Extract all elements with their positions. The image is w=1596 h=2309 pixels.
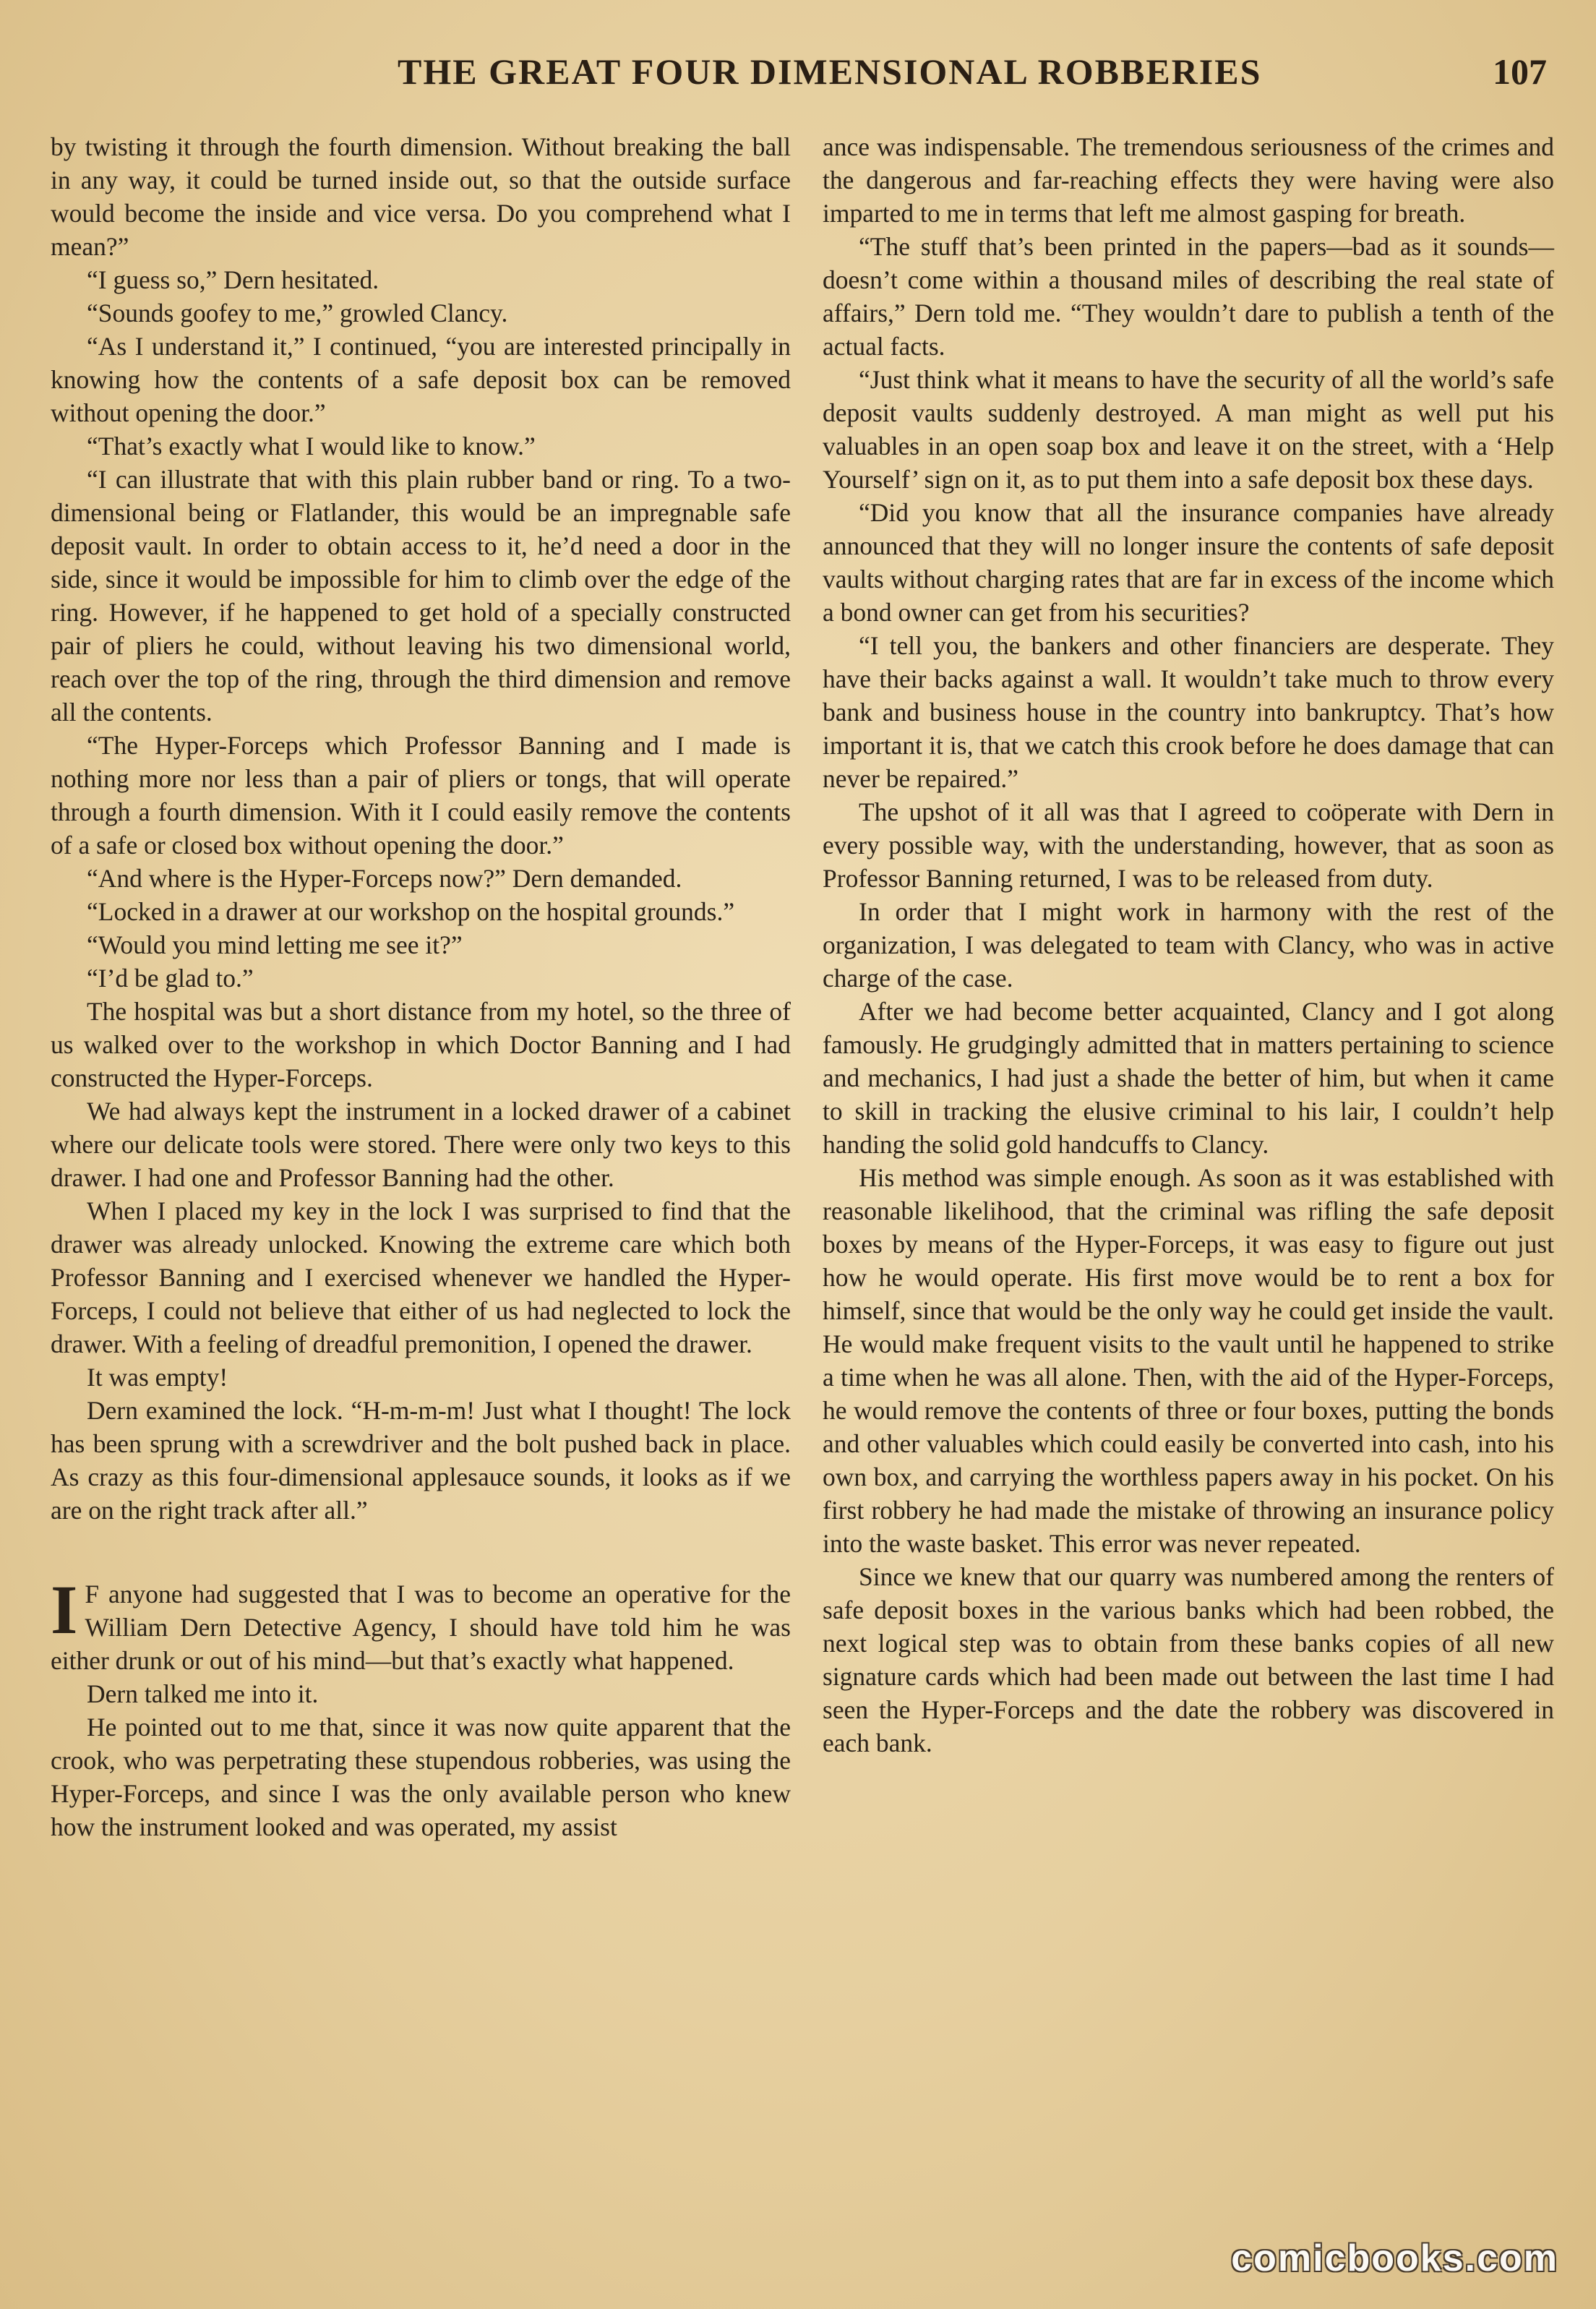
watermark-logo: comicbooks.com [1231, 2237, 1558, 2279]
paragraph: Since we knew that our quarry was numbered among the renters of safe deposit boxes in the various banks which had been robbed, the next logical step was to obtain from these banks copies of all new signature cards which had been made out between the last time I had seen the Hyper-Forceps and the date the robbery was discovered in each bank. [823, 1562, 1554, 1757]
paragraph: “I’d be glad to.” [87, 964, 254, 993]
paragraph: “I tell you, the bankers and other financiers are desperate. They have their backs against a wall. It wouldn’t take much to throw every bank and business house in the country into bankruptcy. That’s how important it is, that we catch this crook before he does damage that can never be repaired.” [823, 631, 1554, 793]
running-header [0, 51, 1596, 108]
page-number: 107 [1493, 51, 1547, 92]
paragraph: “Would you mind letting me see it?” [87, 930, 463, 959]
paragraph: “The stuff that’s been printed in the papers—bad as it sounds—doesn’t come within a thousand miles of describing the real state of affairs,” Dern told me. “They wouldn’t dare to publish a tenth of the actual facts. [823, 232, 1554, 361]
paragraph: The hospital was but a short distance from my hotel, so the three of us walked over to the workshop in which Doctor Banning and I had constructed the Hyper-Forceps. [51, 997, 791, 1092]
paragraph: by twisting it through the fourth dimension. Without breaking the ball in any way, it could be turned inside out, so that the outside surface would become the inside and vice versa. Do you comprehend what I mean?” [51, 132, 791, 261]
paragraph: “I can illustrate that with this plain rubber band or ring. To a two-dimensional being or Flatlander, this would be an impregnable safe deposit vault. In order to obtain access to it, he’d need a door in the side, since it would be impossible for him to climb over the edge of the ring. However, if he happened to get hold of a specially constructed pair of pliers he could, without leaving his two dimensional world, reach over the top of the ring, through the third dimension and remove all the contents. [51, 465, 791, 727]
paragraph: “And where is the Hyper-Forceps now?” Dern demanded. [87, 864, 682, 893]
paragraph: It was empty! [87, 1363, 228, 1392]
paragraph: “That’s exactly what I would like to know.” [87, 432, 536, 460]
paragraph: In order that I might work in harmony with the rest of the organization, I was delegated to team with Clancy, who was in active charge of the case. [823, 897, 1554, 993]
left-column [51, 130, 791, 1843]
paragraph: “I guess so,” Dern hesitated. [87, 265, 379, 294]
right-column [823, 130, 1554, 1760]
paragraph: “Did you know that all the insurance companies have already announced that they will no longer insure the contents of safe deposit vaults without charging rates that are far in excess of the income which a bond owner can get from his securities? [823, 498, 1554, 627]
paragraph: We had always kept the instrument in a locked drawer of a cabinet where our delicate tools were stored. There were only two keys to this drawer. I had one and Professor Banning had the other. [51, 1097, 791, 1192]
paragraph: His method was simple enough. As soon as it was established with reasonable likelihood, that the criminal was rifling the safe deposit boxes by means of the Hyper-Forceps, it was easy to figure out just how he would operate. His first move would be to rent a box for himself, since that would be the only way he could get inside the vault. He would make frequent visits to the vault until he happened to strike a time when he was all alone. Then, with the aid of the Hyper-Forceps, he would remove the contents of three or four boxes, putting the bonds and other valuables which could easily be converted into cash, into his own box, and carrying the worthless papers away in his pocket. On his first robbery he had made the mistake of throwing an insurance policy into the waste basket. This error was never repeated. [823, 1163, 1554, 1558]
paragraph: “Sounds goofey to me,” growled Clancy. [87, 299, 508, 327]
drop-cap: I [51, 1571, 78, 1648]
paragraph: “The Hyper-Forceps which Professor Banning and I made is nothing more nor less than a pair of pliers or tongs, that will operate through a fourth dimension. With it I could easily remove the contents of a safe or closed box without opening the door.” [51, 731, 791, 860]
paragraph: ance was indispensable. The tremendous seriousness of the crimes and the dangerous and far-reaching effects they were having were also imparted to me in terms that left me almost gasping for breath. [823, 132, 1554, 228]
paragraph: He pointed out to me that, since it was now quite apparent that the crook, who was perpetrating these stupendous robberies, was using the Hyper-Forceps, and since I was the only available person who knew how the instrument looked and was operated, my assist [51, 1713, 791, 1841]
section-opening-paragraph [51, 1571, 791, 1677]
paragraph: “Locked in a drawer at our workshop on the hospital grounds.” [87, 897, 735, 926]
page-title: THE GREAT FOUR DIMENSIONAL ROBBERIES [398, 51, 1262, 92]
paragraph: “As I understand it,” I continued, “you are interested principally in knowing how the contents of a safe deposit box can be removed without opening the door.” [51, 332, 791, 427]
paragraph: Dern talked me into it. [87, 1679, 319, 1708]
paragraph: The upshot of it all was that I agreed to coöperate with Dern in every possible way, with the understanding, however, that as soon as Professor Banning returned, I was to be released from duty. [823, 797, 1554, 893]
paragraph: “Just think what it means to have the security of all the world’s safe deposit vaults suddenly destroyed. A man might as well put his valuables in an open soap box and leave it on the street, with a ‘Help Yourself’ sign on it, as to put them into a safe deposit box these days. [823, 365, 1554, 494]
section-opening-text: F anyone had suggested that I was to become an operative for the William Dern Detective Agency, I should have told him he was either drunk or out of his mind—but that’s exactly what happened. [51, 1580, 791, 1675]
paragraph: Dern examined the lock. “H-m-m-m! Just what I thought! The lock has been sprung with a screwdriver and the bolt pushed back in place. As crazy as this four-dimensional applesauce sounds, it looks as if we are on the right track after all.” [51, 1396, 791, 1525]
paragraph: When I placed my key in the lock I was surprised to find that the drawer was already unlocked. Knowing the extreme care which both Professor Banning and I exercised whenever we handled the Hyper-Forceps, I could not believe that either of us had neglected to lock the drawer. With a feeling of dreadful premonition, I opened the drawer. [51, 1196, 791, 1358]
paragraph: After we had become better acquainted, Clancy and I got along famously. He grudgingly admitted that in matters pertaining to science and mechanics, I had just a shade the better of him, but when it came to skill in tracking the elusive criminal to his lair, I couldn’t help handing the solid gold handcuffs to Clancy. [823, 997, 1554, 1159]
